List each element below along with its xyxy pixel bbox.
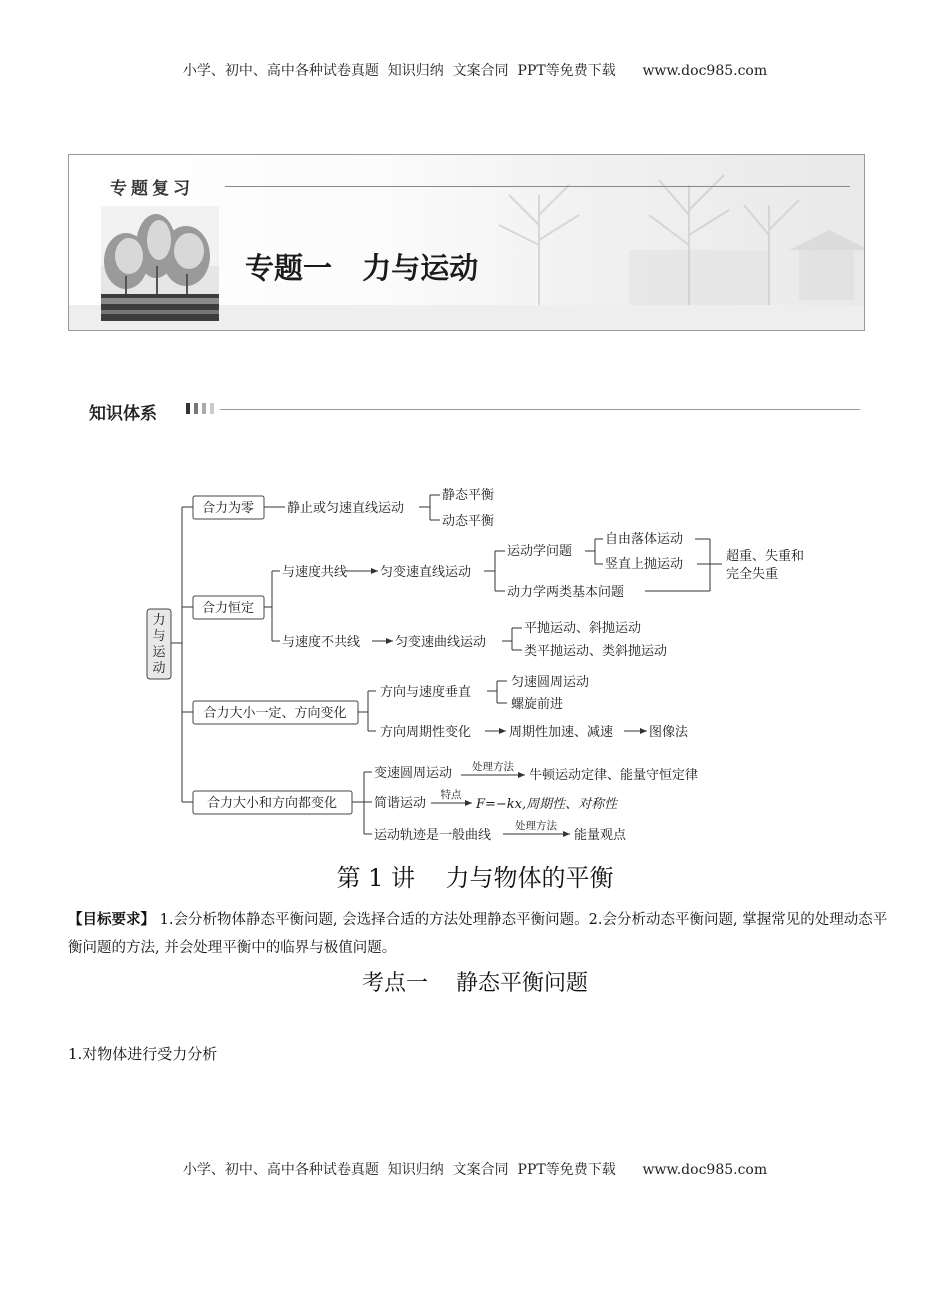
graph-method: 图像法 xyxy=(649,725,689,740)
root-char-1: 力 xyxy=(152,613,166,628)
root-char-3: 运 xyxy=(152,645,166,660)
goal-label: 【目标要求】 xyxy=(68,911,155,928)
branch1-label: 合力为零 xyxy=(201,501,255,516)
arrow1-label: 处理方法 xyxy=(472,761,514,773)
banner-kicker: 专题复习 xyxy=(110,179,194,199)
newton-energy-laws: 牛顿运动定律、能量守恒定律 xyxy=(529,768,699,783)
page-footer: 小学、初中、高中各种试卷真题 知识归纳 文案合同 PPT等免费下载 www.doc985.com xyxy=(182,1162,768,1178)
energy-viewpoint: 能量观点 xyxy=(574,828,627,843)
uniform-circular-motion: 匀速圆周运动 xyxy=(511,675,590,690)
perpendicular-direction: 方向与速度垂直 xyxy=(380,685,472,700)
kinematics-problem: 运动学问题 xyxy=(507,544,573,559)
periodic-direction: 方向周期性变化 xyxy=(380,725,472,740)
branch3-label: 合力大小一定、方向变化 xyxy=(203,706,347,721)
hooke-formula: F=−kx,周期性、对称性 xyxy=(476,797,618,812)
item-1: 1.对物体进行受力分析 xyxy=(68,1045,218,1063)
goal-requirements xyxy=(68,906,888,962)
kaodian-title: 考点一 静态平衡问题 xyxy=(362,971,588,996)
simple-harmonic-motion: 简谐运动 xyxy=(374,796,427,811)
dynamics-problems: 动力学两类基本问题 xyxy=(507,585,625,600)
branch2-collinear: 与速度共线 xyxy=(282,565,348,580)
branch1-leaf-static: 静态平衡 xyxy=(442,488,495,503)
branch4-label: 合力大小和方向都变化 xyxy=(206,796,338,811)
periodic-acceleration: 周期性加速、减速 xyxy=(509,725,614,740)
branch2-curve-motion: 匀变速曲线运动 xyxy=(395,635,487,650)
variable-circular-motion: 变速圆周运动 xyxy=(374,766,453,781)
spiral-motion: 螺旋前进 xyxy=(511,697,564,712)
projectile-motion: 平抛运动、斜抛运动 xyxy=(524,621,642,636)
arrow3-label: 处理方法 xyxy=(515,820,557,832)
overweight-line2: 完全失重 xyxy=(726,567,779,582)
branch2-linear-motion: 匀变速直线运动 xyxy=(380,565,472,580)
general-curve-trajectory: 运动轨迹是一般曲线 xyxy=(374,828,492,843)
quasi-projectile-motion: 类平抛运动、类斜抛运动 xyxy=(524,644,668,659)
branch1-motion: 静止或匀速直线运动 xyxy=(287,501,405,516)
root-char-4: 动 xyxy=(152,661,166,676)
page-header: 小学、初中、高中各种试卷真题 知识归纳 文案合同 PPT等免费下载 www.doc985.com xyxy=(182,63,768,79)
root-char-2: 与 xyxy=(152,629,166,644)
lecture-title: 第 1 讲 力与物体的平衡 xyxy=(336,864,614,892)
banner-title: 专题一 力与运动 xyxy=(245,251,479,285)
free-fall: 自由落体运动 xyxy=(605,532,684,547)
vertical-throw: 竖直上抛运动 xyxy=(605,557,684,572)
branch2-label: 合力恒定 xyxy=(201,601,255,616)
branch2-noncollinear: 与速度不共线 xyxy=(282,635,361,650)
branch1-leaf-dynamic: 动态平衡 xyxy=(442,514,495,529)
arrow2-label: 特点 xyxy=(440,789,462,801)
section-title: 知识体系 xyxy=(89,404,157,424)
overweight-line1: 超重、失重和 xyxy=(726,549,805,564)
goal-text: 1.会分析物体静态平衡问题, 会选择合适的方法处理静态平衡问题。2.会分析动态平衡问题, 掌握常见的处理动态平衡问题的方法, 并会处理平衡中的临界与极值问题。 xyxy=(68,912,888,956)
